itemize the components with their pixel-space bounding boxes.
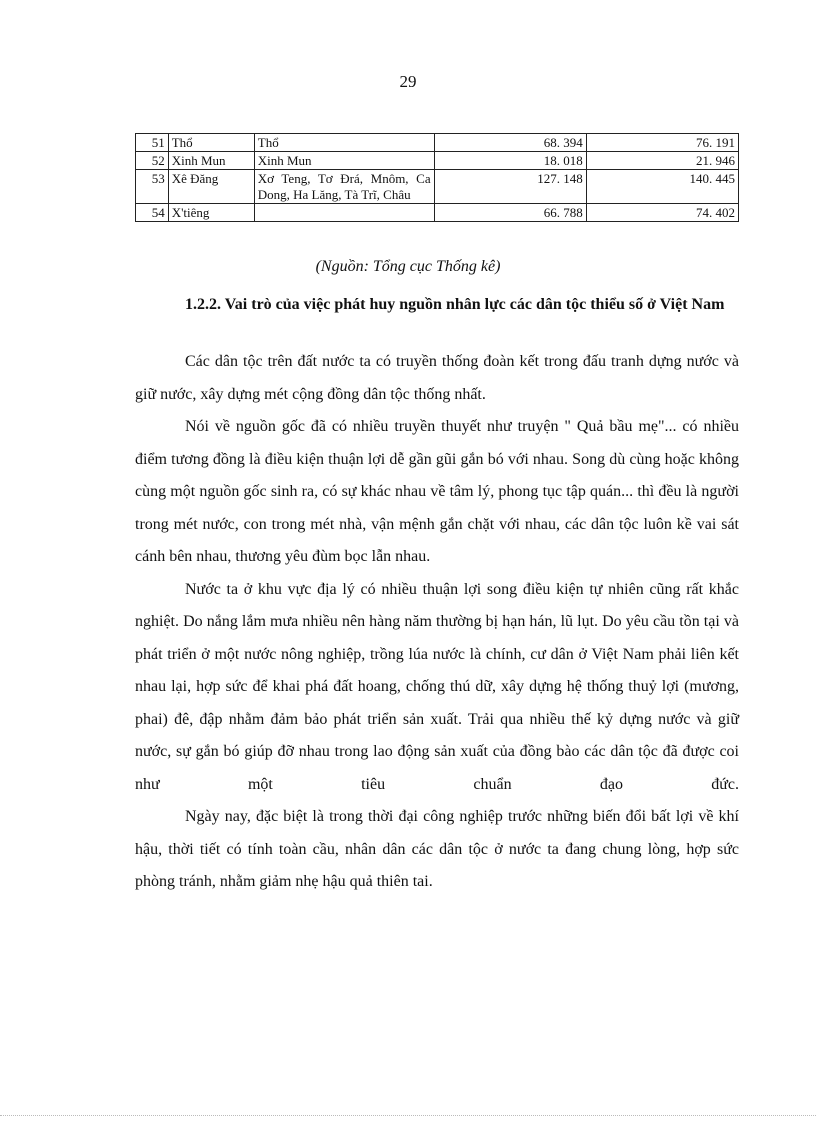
- population-value-1: 68. 394: [434, 134, 586, 152]
- population-value-2: 74. 402: [586, 204, 738, 222]
- other-names: [254, 204, 434, 222]
- paragraph: Nói về nguồn gốc đã có nhiều truyền thuyết như truyện " Quả bầu mẹ"... có nhiều điểm tương đồng là điều kiện thuận lợi dễ gần gũi gắn bó với nhau. Song dù cùng hoặc không cùng một nguồn gốc sinh ra, có sự khác nhau về tâm lý, phong tục tập quán... thì đều là người trong mét nước, con trong mét nhà, vận mệnh gắn chặt với nhau, các dân tộc luôn kề vai sát cánh bên nhau, thương yêu đùm bọc lẫn nhau.: [135, 418, 739, 565]
- section-heading: 1.2.2. Vai trò của việc phát huy nguồn nhân lực các dân tộc thiểu số ở Việt Nam: [185, 296, 725, 313]
- table-row: [136, 204, 739, 222]
- table-row: [136, 134, 739, 152]
- population-value-1: 127. 148: [434, 170, 586, 204]
- ethnic-name: Xê Đăng: [168, 170, 254, 204]
- row-number: 52: [136, 152, 169, 170]
- body-text: [135, 346, 739, 899]
- table-row: [136, 170, 739, 204]
- other-names: Xinh Mun: [254, 152, 434, 170]
- other-names: Xơ Teng, Tơ Đrá, Mnôm, Ca Dong, Ha Lăng, Tà Trĩ, Châu: [254, 170, 434, 204]
- ethnic-name: Thổ: [168, 134, 254, 152]
- page-number: 29: [399, 72, 417, 91]
- other-names: Thổ: [254, 134, 434, 152]
- population-value-1: 18. 018: [434, 152, 586, 170]
- ethnic-name: Xinh Mun: [168, 152, 254, 170]
- paragraph: Các dân tộc trên đất nước ta có truyền thống đoàn kết trong đấu tranh dựng nước và giữ nước, xây dựng mét cộng đồng dân tộc thống nhất.: [135, 353, 739, 403]
- population-value-1: 66. 788: [434, 204, 586, 222]
- row-number: 54: [136, 204, 169, 222]
- paragraph: Nước ta ở khu vực địa lý có nhiều thuận lợi song điều kiện tự nhiên cũng rất khắc nghiệt. Do nắng lắm mưa nhiều nên hàng năm thường bị hạn hán, lũ lụt. Do yêu cầu tồn tại và phát triển ở một nước nông nghiệp, trồng lúa nước là chính, cư dân ở Việt Nam phải liên kết nhau lại, hợp sức để khai phá đất hoang, chống thú dữ, xây dựng hệ thống thuỷ lợi (mương, phai) đê, đập nhằm đảm bảo phát triển sản xuất. Trải qua nhiều thế kỷ dựng nước và giữ nước, sự gắn bó giúp đỡ nhau trong lao động sản xuất của đồng bào các dân tộc đã được coi như một tiêu chuẩn đạo đức.: [135, 580, 739, 793]
- population-value-2: 76. 191: [586, 134, 738, 152]
- table-row: [136, 152, 739, 170]
- row-number: 53: [136, 170, 169, 204]
- population-value-2: 21. 946: [586, 152, 738, 170]
- ethnic-population-table: [135, 133, 739, 222]
- ethnic-name: X'tiêng: [168, 204, 254, 222]
- table-source-note: (Nguồn: Tổng cục Thống kê): [315, 258, 501, 275]
- page-bottom-divider: [0, 1115, 816, 1116]
- population-value-2: 140. 445: [586, 170, 738, 204]
- paragraph: Ngày nay, đặc biệt là trong thời đại công nghiệp trước những biến đổi bất lợi về khí hậu, thời tiết có tính toàn cầu, nhân dân các dân tộc ở nước ta đang chung lòng, hợp sức phòng tránh, nhằm giảm nhẹ hậu quả thiên tai.: [135, 808, 739, 890]
- row-number: 51: [136, 134, 169, 152]
